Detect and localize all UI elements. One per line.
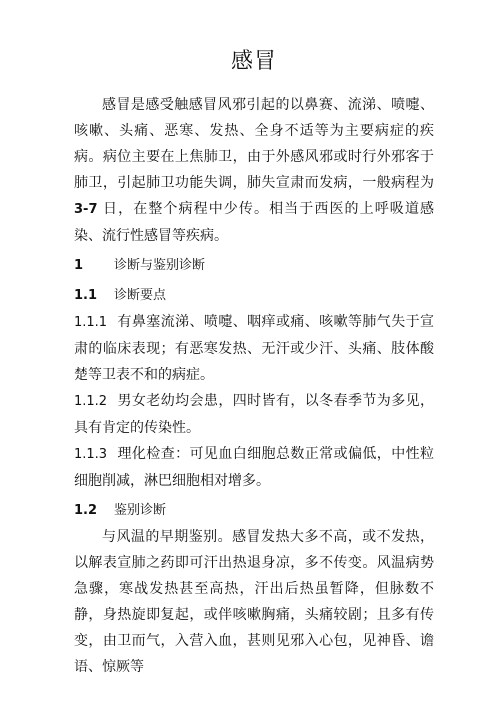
diagnosis-item-1-text: 有鼻塞流涕、喷嚏、咽痒或痛、咳嗽等肺气失于宣肃的临床表现；有恶寒发热、无汗或少汗、头痛、肢体酸楚等卫表不和的病症。 [74, 314, 434, 383]
section-1-heading [74, 253, 434, 279]
course-duration-range: 3-7 [74, 202, 98, 217]
diagnosis-item-3-number: 1.1.3 [74, 447, 108, 462]
section-1-number: 1 [74, 258, 84, 273]
section-1-title: 诊断与鉴别诊断 [114, 258, 206, 273]
diagnosis-item-3-text: 理化检查：可见血白细胞总数正常或偏低，中性粒细胞削减，淋巴细胞相对增多。 [74, 446, 434, 489]
diagnosis-item-1-number: 1.1.1 [74, 315, 108, 330]
section-1-2-number: 1.2 [74, 503, 98, 518]
intro-text-before: 感冒是感受触感冒风邪引起的以鼻赛、流涕、喷嚏、咳嗽、头痛、恶寒、发热、全身不适等为主要病症的疾病。病位主要在上焦肺卫，由于外感风邪或时行外邪客于肺卫，引起肺卫功能失调，肺失宣肃而发病，一般病程为 [74, 97, 434, 191]
section-1-1-number: 1.1 [74, 288, 98, 303]
diagnosis-item-1 [74, 309, 434, 388]
section-1-2-heading [74, 498, 434, 524]
section-1-1-heading [74, 283, 434, 309]
document-title: 感冒 [230, 49, 277, 74]
diagnosis-item-2-number: 1.1.2 [74, 394, 108, 409]
diagnosis-item-2 [74, 388, 434, 441]
differential-diagnosis-paragraph: 与风温的早期鉴别。感冒发热大多不高，或不发热，以解表宣肺之药即可汗出热退身凉，多不传变。风温病势急骤，寒战发热甚至高热，汗出后热虽暂降，但脉数不静，身热旋即复起，或伴咳嗽胸痛，头痛较剧；且多有传变，由卫而气，入营入血，甚则见邪入心包，见神昏、谵语、惊厥等 [74, 529, 434, 675]
section-1-1-title: 诊断要点 [114, 288, 167, 303]
diagnosis-item-2-text: 男女老幼均会患，四时皆有，以冬春季节为多见，具有肯定的传染性。 [74, 393, 434, 436]
section-1-2-title: 鉴别诊断 [114, 503, 167, 518]
intro-paragraph [74, 92, 434, 249]
diagnosis-item-3 [74, 441, 434, 494]
intro-text-after: 日，在整个病程中少传。相当于西医的上呼吸道感染、流行性感冒等疾病。 [74, 201, 434, 244]
